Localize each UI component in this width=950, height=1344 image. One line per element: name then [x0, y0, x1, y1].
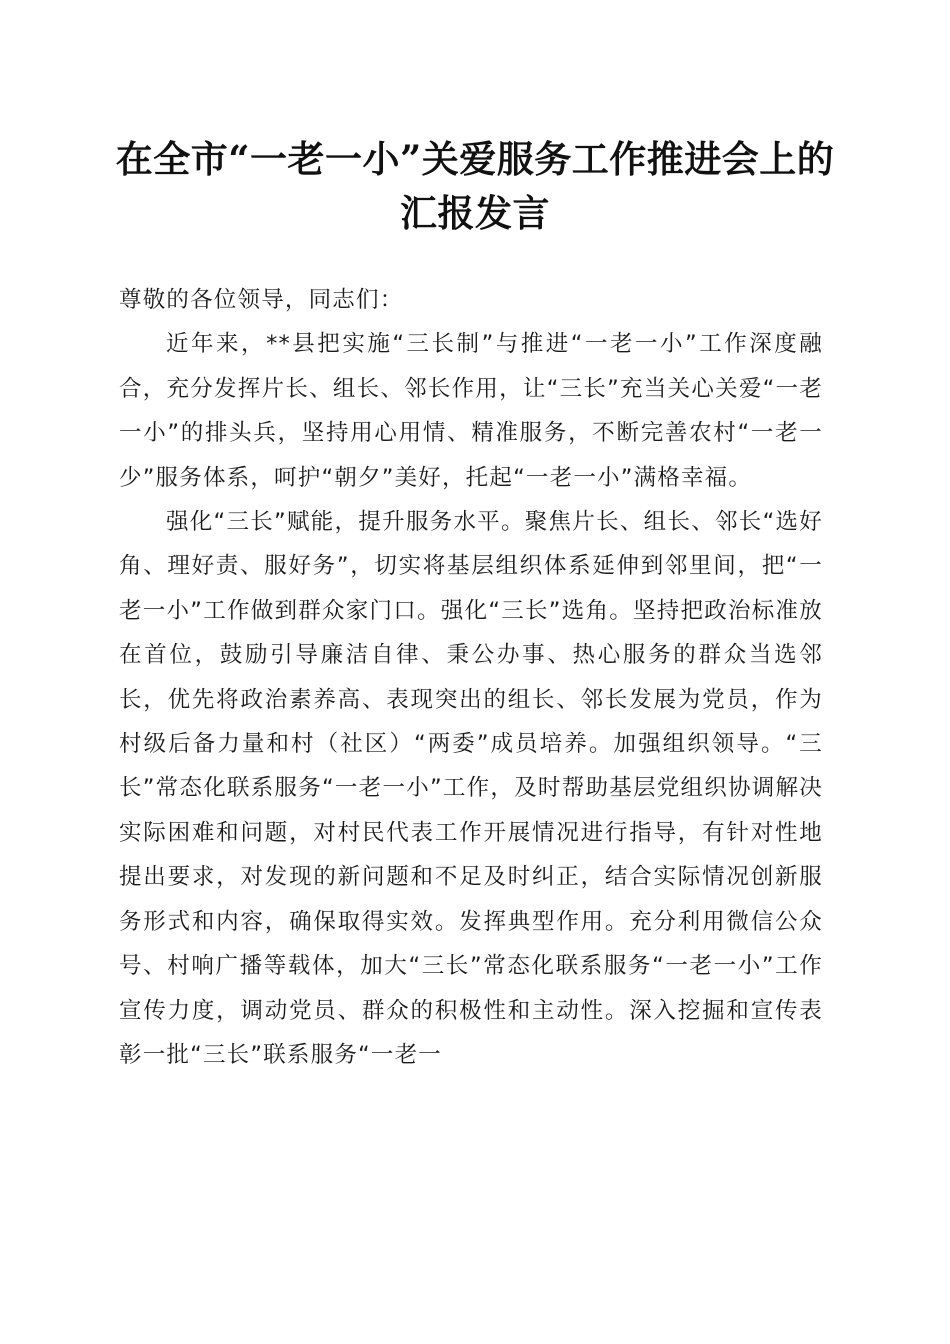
- salutation: 尊敬的各位领导，同志们：: [119, 287, 404, 313]
- title-line-1: 在全市“一老一小”关爱服务工作推进会上的: [115, 137, 835, 181]
- document-body: [119, 278, 823, 1077]
- paragraph-2: 强化“三长”赋能，提升服务水平。聚焦片长、组长、邻长“选好角、理好责、服好务”，切实将基层组织体系延伸到邻里间，把“一老一小”工作做到群众家门口。强化“三长”选角。坚持把政治标准放在首位，鼓励引导廉洁自律、秉公办事、热心服务的群众当选邻长，优先将政治素养高、表现突出的组长、邻长发展为党员，作为村级后备力量和村（社区）“两委”成员培养。加强组织领导。“三长”常态化联系服务“一老一小”工作，及时帮助基层党组织协调解决实际困难和问题，对村民代表工作开展情况进行指导，有针对性地提出要求，对发现的新问题和不足及时纠正，结合实际情况创新服务形式和内容，确保取得实效。发挥典型作用。充分利用微信公众号、村响广播等载体，加大“三长”常态化联系服务“一老一小”工作宣传力度，调动党员、群众的积极性和主动性。深入挖掘和宣传表彰一批“三长”联系服务“一老一: [119, 509, 823, 1068]
- title-line-2: 汇报发言: [400, 191, 550, 235]
- paragraph-1: 近年来，**县把实施“三长制”与推进“一老一小”工作深度融合，充分发挥片长、组长、邻长作用，让“三长”充当关心关爱“一老一小”的排头兵，坚持用心用情、精准服务，不断完善农村“一老一少”服务体系，呵护“朝夕”美好，托起“一老一小”满格幸福。: [119, 331, 823, 491]
- document-title: [110, 132, 840, 240]
